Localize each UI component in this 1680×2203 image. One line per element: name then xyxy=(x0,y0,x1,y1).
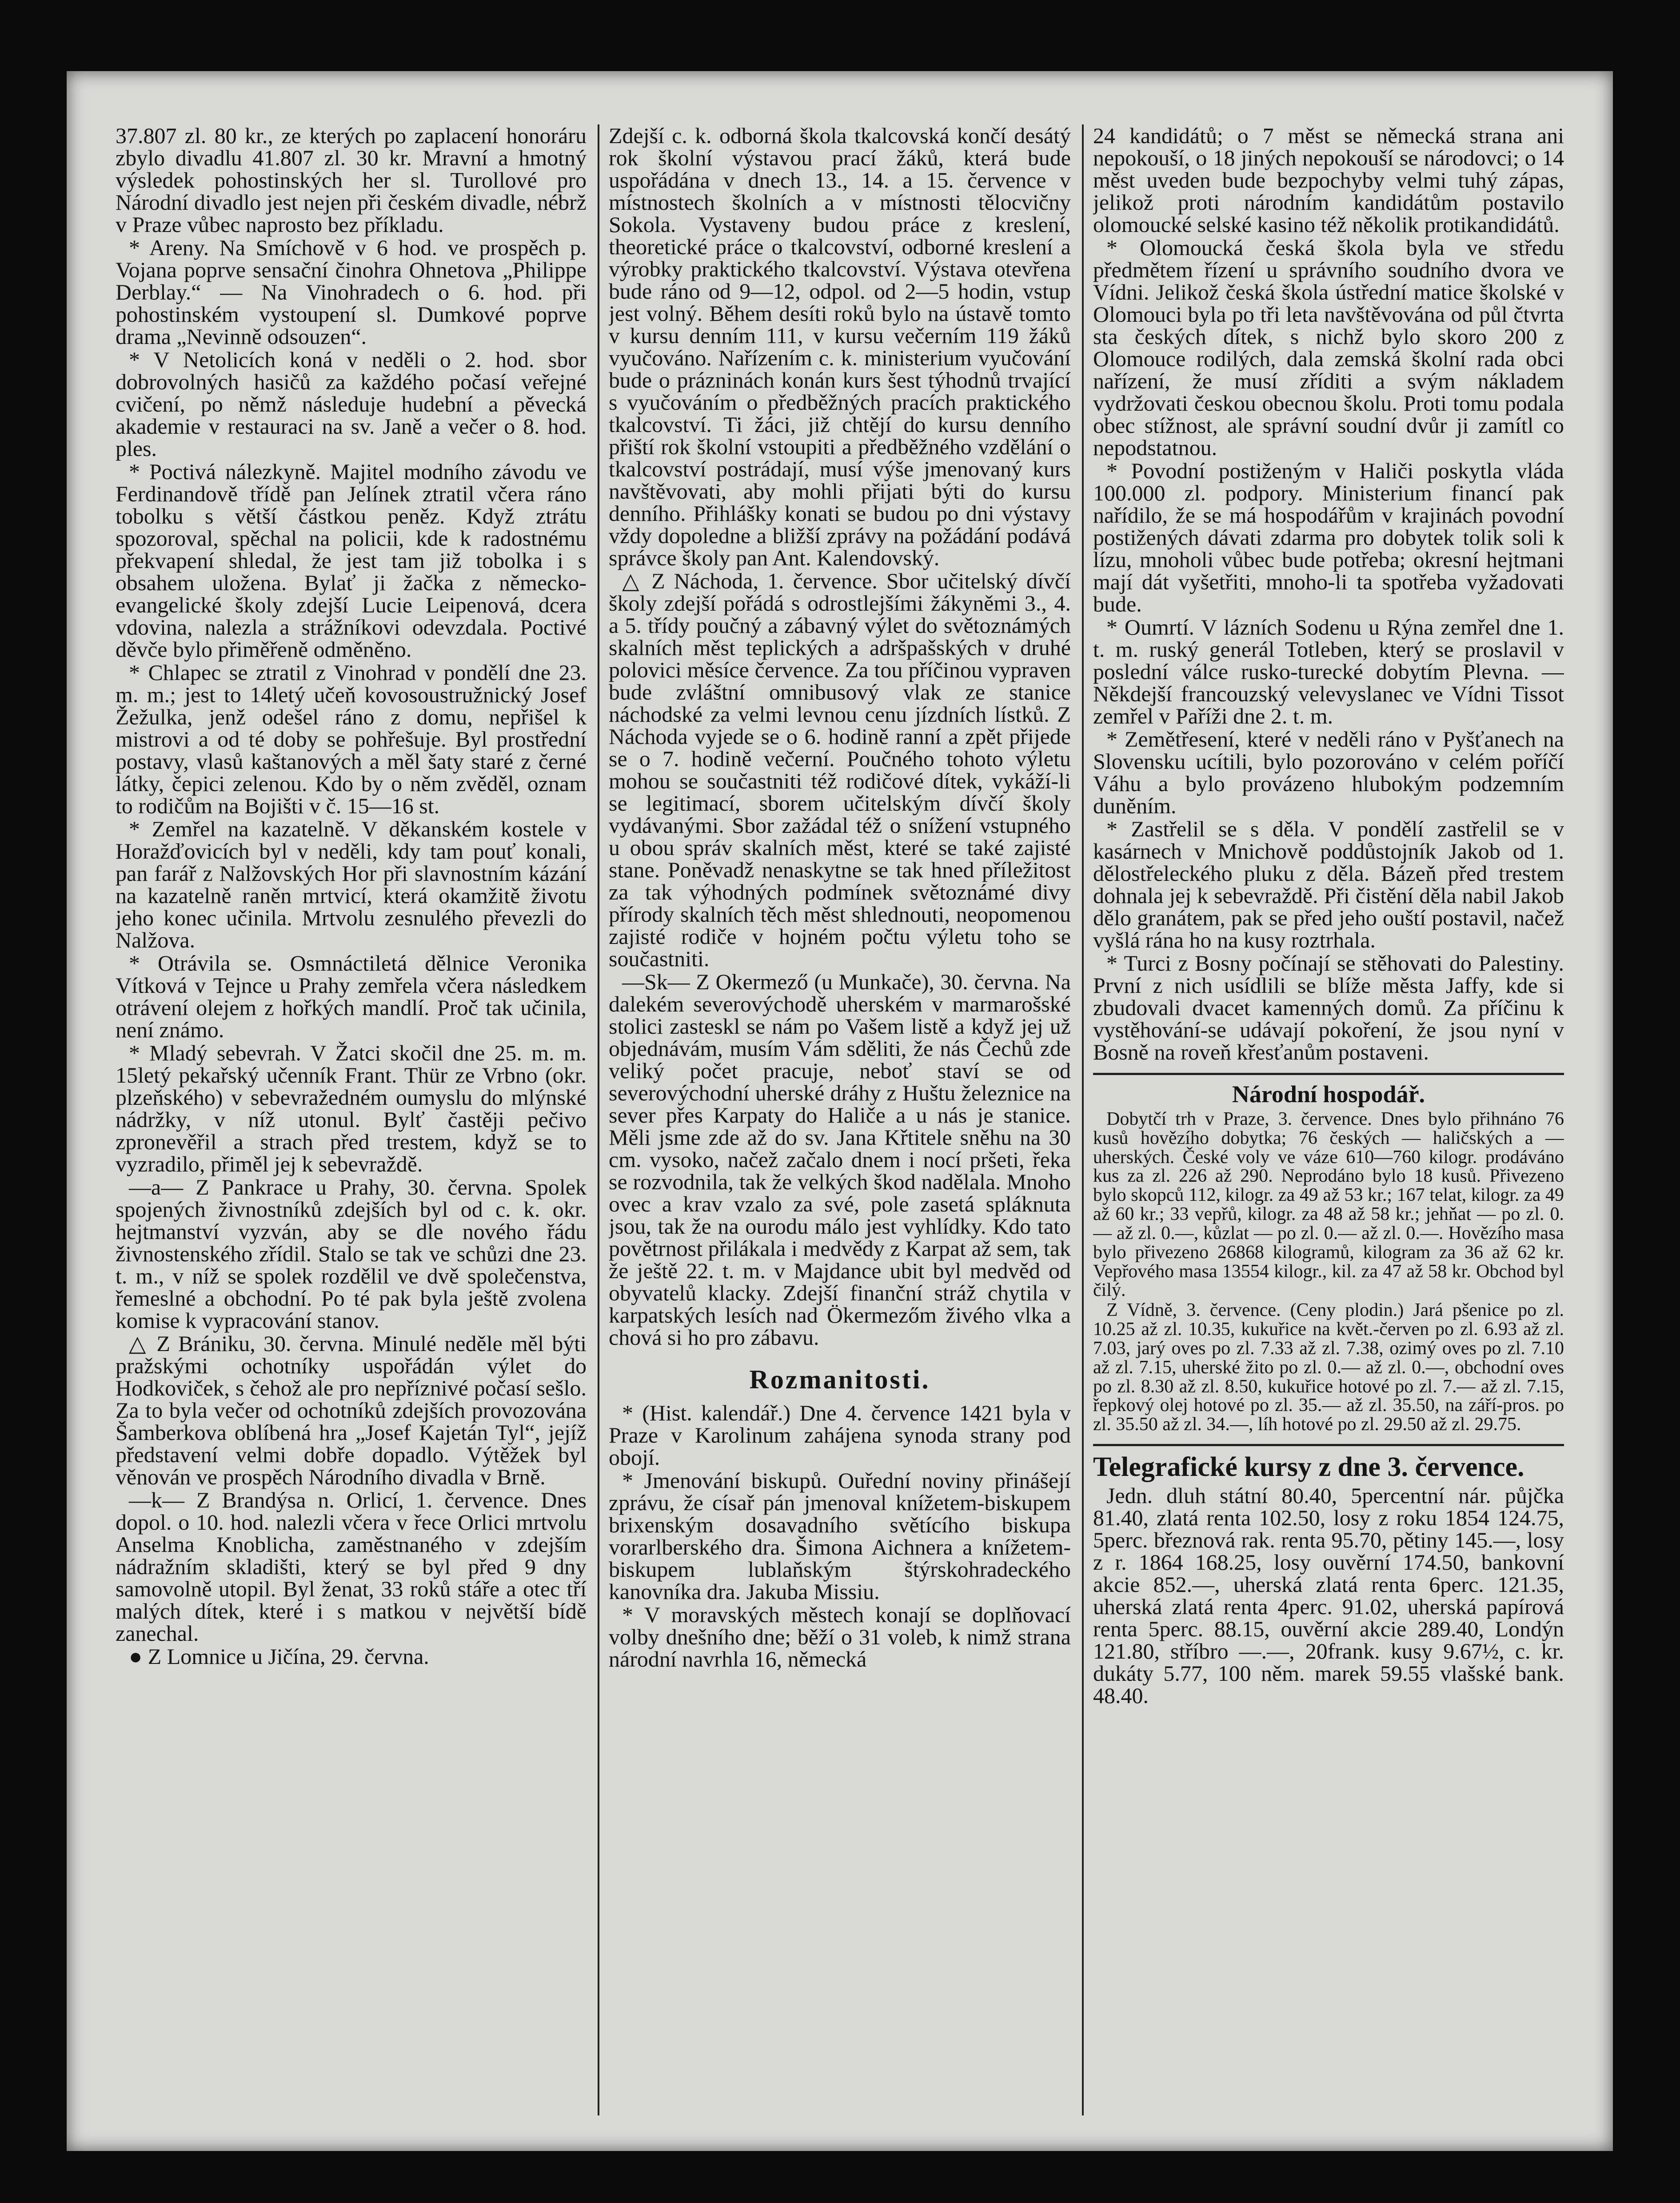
article: △ Z Náchoda, 1. července. Sbor učitelský dívčí školy zdejší pořádá s odrostlejšími žákyněmi 3., 4. a 5. třídy poučný a zábavný výlet do světoznámých skalních měst teplických a adršpašských v druhé polovici měsíce července. Za tou příčinou vypraven bude zvláštní omnibusový vlak ze stanice náchodské za velmi levnou cenu jízdních lístků. Z Náchoda vyjede se o 6. hodině ranní a zpět přijede se o 7. hodině večerní. Poučného tohoto výletu mohou se součastniti též rodičové dítek, vykáží-li se legitimací, sborem učitelským dívčí školy vydávanými. Sbor zažádal též o snížení vstupného u obou správ skalních měst, které se také zajisté stane. Poněvadž nenaskytne se tak hned příležitost za tak výhodných podmínek světoznámé divy přírody skalních těch měst shlednouti, neopomenou zajisté rodiče v hojném počtu výletu toho se součastniti. xyxy=(609,568,1071,971)
market-report: Z Vídně, 3. července. (Ceny plodin.) Jará pšenice po zl. 10.25 až zl. 10.35, kukuřice na květ.-červen po zl. 6.93 až zl. 7.03, jarý oves po zl. 7.33 až zl. 7.38, ozimý oves po zl. 7.10 až zl. 7.15, uherské žito po zl. 0.— až zl. 0.—, obchodní oves po zl. 8.30 až zl. 8.50, kukuřice hotové po zl. 7.— až zl. 7.15, řepkový olej hotové po zl. 35.— až zl. 35.50, na září-pros. po zl. 35.50 až zl. 34.—, líh hotové po zl. 29.50 až zl. 29.75. xyxy=(1093,1300,1564,1435)
article: * Jmenování biskupů. Ouřední noviny přinášejí zprávu, že císař pán jmenoval knížetem-biskupem brixenským dosavadního světícího biskupa vorarlberského dra. Šimona Aichnera a knížetem-biskupem lublaňským štýrskohradeckého kanovníka dra. Jakuba Missiu. xyxy=(609,1468,1071,1604)
article: 37.807 zl. 80 kr., ze kterých po zaplacení honoráru zbylo divadlu 41.807 zl. 30 kr. Mravní a hmotný výsledek pohostinských her sl. Turollové pro Národní divadlo jest nejen při českém divadle, nébrž v Praze vůbec naprosto bez příkladu. xyxy=(116,124,587,237)
article: * Zemřel na kazatelně. V děkanském kostele v Horažďovicích byl v neděli, kdy tam pouť konali, pan farář z Nalžovských Hor při slavnostním kázání na kazatelně raněn mrtvicí, která okamžitě životu jeho konec učinila. Mrtvolu zesnulého převezli do Nalžova. xyxy=(116,816,587,952)
article: * V Netolicích koná v neděli o 2. hod. sbor dobrovolných hasičů za každého počasí veřejné cvičení, po němž následuje hudební a pěvecká akademie v restauraci na sv. Janě a večer o 8. hod. ples. xyxy=(116,347,587,461)
article: —k— Z Brandýsa n. Orlicí, 1. července. Dnes dopol. o 10. hod. nalezli včera v řece Orlici mrtvolu Anselma Knoblicha, zaměstnaného v zdejším nádražním skladišti, který se byl před 9 dny samovolně utopil. Byl ženat, 33 roků stáře a otec tří malých dítek, které i s matkou v největší bídě zanechal. xyxy=(116,1487,587,1646)
column-divider-1 xyxy=(598,124,599,2115)
article: * Povodní postiženým v Haliči poskytla vláda 100.000 zl. podpory. Ministerium financí pak nařídilo, že se má hospodářům v krajinách povodní postižených dávati zdarma pro dobytek tolik soli k lízu, mnoholi vůbec bude potřeba; okresní hejtmani mají dát vyšetřiti, mnoho-li ta spotřeba vyžadovati bude. xyxy=(1093,458,1564,616)
article: * Oumrtí. V lázních Sodenu u Rýna zemřel dne 1. t. m. ruský generál Totleben, který se proslavil v poslední válce rusko-turecké dobytím Plevna. — Někdejší francouzský velevyslanec ve Vídni Tissot zemřel v Paříži dne 2. t. m. xyxy=(1093,615,1564,728)
column-divider-2 xyxy=(1082,124,1084,2115)
article: * Chlapec se ztratil z Vinohrad v pondělí dne 23. m. m.; jest to 14letý učeň kovosoustružnický Josef Žežulka, jenž odešel ráno z domu, nepřišel k mistrovi a od té doby se pohřešuje. Byl prostřední postavy, vlasů kaštanových a měl šaty staré z černé látky, čepici zelenou. Kdo by o něm zvěděl, oznam to rodičům na Bojišti v č. 15—16 st. xyxy=(116,660,587,818)
article: —a— Z Pankrace u Prahy, 30. června. Spolek spojených živnostníků zdejších byl od c. k. okr. hejtmanství vyzván, aby se dle nového řádu živnostenského zřídil. Stalo se tak ve schůzi dne 23. t. m., v níž se spolek rozdělil ve dvě společenstva, řemeslné a obchodní. Po té pak byla ještě zvolena komise k vypracování stanov. xyxy=(116,1175,587,1333)
article: * Olomoucká česká škola byla ve středu předmětem řízení u správního soudního dvora ve Vídni. Jelikož česká škola ústřední matice školské v Olomouci byla po tři leta navštěvována od půl čtvrta sta českých dítek, s nichž bylo skoro 200 z Olomouce rodilých, dala zemská školní rada obci nařízení, že musí zříditi a svým nákladem vydržovati českou obecnou školu. Proti tomu podala obec stížnost, ale správní soudní dvůr ji zamítl co nepodstatnou. xyxy=(1093,235,1564,460)
article: * Areny. Na Smíchově v 6 hod. ve prospěch p. Vojana poprve sensační činohra Ohnetova „Philippe Derblay.“ — Na Vinohradech o 6. hod. při pohostinském vystoupení sl. Dumkové poprve drama „Nevinně odsouzen“. xyxy=(116,235,587,349)
article: * Poctivá nálezkyně. Majitel modního závodu ve Ferdinandově třídě pan Jelínek ztratil včera ráno tobolku s větší částkou peněz. Když ztrátu spozoroval, spěchal na policii, kde k radostnému překvapení shledal, že jest tam již tobolka i s obsahem uložena. Bylať ji žačka z německo-evangelické školy zdejší Lucie Leipenová, dcera vdovina, nalezla a strážníkovi odevzdala. Poctivé děvče bylo přiměřeně odměněno. xyxy=(116,459,587,662)
article: 24 kandidátů; o 7 měst se německá strana ani nepokouší, o 18 jiných nepokouší se národovci; o 14 měst uveden bude bezpochyby velmi tuhý zápas, jelikož proti národním kandidátům postavilo olomoucké selské kasino též několik protikandidátů. xyxy=(1093,124,1564,237)
article: Zdejší c. k. odborná škola tkalcovská končí desátý rok školní výstavou prací žáků, která bude uspořádána v dnech 13., 14. a 15. července v místnostech školních a v místnosti tělocvičny Sokola. Vystaveny budou práce z kreslení, theoretické práce o tkalcovství, odborné kreslení a výrobky praktického tkalcovství. Výstava otevřena bude ráno od 9—12, odpol. od 2—5 hodin, vstup jest volný. Během desíti roků bylo na ústavě tomto v kursu denním 111, v kursu večerním 119 žáků vyučováno. Nařízením c. k. ministerium vyučování bude o prázninách konán kurs šest týhodnů trvající s vyučováním o předběžných pracích praktického tkalcovství. Ti žáci, již chtějí do kursu denního přiští rok školní vstoupiti a předběžného vzdělání o tkalcovství postrádají, musí výše jmenovaný kurs navštěvovati, aby mohli přijati býti do kursu denního. Přihlášky konati se budou po dni výstavy vždy dopoledne a bližší zprávy na požádání podává správce školy pan Ant. Kalendovský. xyxy=(609,124,1071,570)
article: * Turci z Bosny počínají se stěhovati do Palestiny. První z nich usídlili se blíže města Jaffy, kde si zbudovali dvacet kamenných domů. Za příčinu k vystěhování-se udávají pokoření, že jsou nyní v Bosně na roveň křesťanům postaveni. xyxy=(1093,951,1564,1064)
section-heading: Telegrafické kursy z dne 3. července. xyxy=(1093,1452,1524,1483)
article: * V moravských městech konají se doplňovací volby dnešního dne; běží o 31 voleb, k nimž strana národní navrhla 16, německá xyxy=(609,1602,1071,1671)
exchange-rates: Jedn. dluh státní 80.40, 5percentní nár. půjčka 81.40, zlatá renta 102.50, losy z roku 1854 124.75, 5perc. březnová rak. renta 95.70, pětiny 145.—, losy z r. 1864 168.25, losy ouvěrní 174.50, bankovní akcie 852.—, uherská zlatá renta 6perc. 121.35, uherská zlatá renta 4perc. 91.02, uherská papírová renta 5perc. 88.15, ouvěrní akcie 289.40, Londýn 121.80, stříbro —.—, 20frank. kusy 9.67½, c. kr. dukáty 5.77, 100 něm. marek 59.55 vlašské bank. 48.40. xyxy=(1093,1483,1564,1708)
column-2 xyxy=(609,124,1071,2115)
article: * (Hist. kalendář.) Dne 4. července 1421 byla v Praze v Karolinum zahájena synoda strany pod obojí. xyxy=(609,1400,1071,1470)
section-heading: Rozmanitosti. xyxy=(749,1365,930,1394)
market-report: Dobytčí trh v Praze, 3. července. Dnes bylo přihnáno 76 kusů hovězího dobytka; 76 českých — haličských a — uherských. České voly ve váze 610—760 kilogr. prodáváno kus za zl. 226 až 290. Neprodáno bylo 18 kusů. Přivezeno bylo skopců 112, kilogr. za 49 až 53 kr.; 167 telat, kilogr. za 49 až 60 kr.; 33 vepřů, kilogr. za 48 až 58 kr.; jehňat — po zl. 0.— až zl. 0.—, kůzlat — po zl. 0.— až zl. 0.—. Hovězího masa bylo přivezeno 26868 kilogramů, kilogram za 36 až 62 kr. Vepřového masa 13554 kilogr., kil. za 47 až 58 kr. Obchod byl čilý. xyxy=(1093,1109,1564,1301)
article: * Zemětřesení, které v neděli ráno v Pyšťanech na Slovensku ucítili, bylo pozorováno v celém poříčí Váhu a bylo provázeno hlubokým podzemním duněním. xyxy=(1093,727,1564,818)
article: —Sk— Z Okermező (u Munkače), 30. června. Na dalekém severovýchodě uherském v marmarošské stolici zasteskl se nám po Vašem listě a když jej už objednávám, musím Vám sděliti, že nás Čechů zde veliký počet pracuje, neboť staví se od severovýchodní uherské dráhy z Huštu železnice na sever přes Karpaty do Haliče a u nás je stanice. Měli jsme zde až do sv. Jana Křtitele sněhu na 30 cm. vysoko, načež začalo dnem i nocí pršeti, řeka se rozvodnila, tak že velkých škod nadělala. Mnoho ovec a krav vzalo za své, pole zasetá spláknuta jsou, tak že na ourodu málo jest vyhlídky. Kdo tato povětrnost přilákala i medvědy z Karpat až sem, tak že ještě 22. t. m. v Majdance ubit byl medvěd od obyvatelů klacky. Zdejší finanční stráž chytila v karpatských lesích nad Ökermezőm živého vlka a chová si ho pro zábavu. xyxy=(609,969,1071,1350)
column-1 xyxy=(116,124,587,2115)
newspaper-page xyxy=(116,124,1564,2115)
article: * Zastřelil se s děla. V pondělí zastřelil se v kasárnech v Mnichově poddůstojník Jakob od 1. dělostřeleckého pluku z děla. Bázeň před trestem dohnala jej k sebevraždě. Při čistění děla nabil Jakob dělo granátem, pak se před jeho ouští postavil, načež vyšlá rána ho na kusy roztrhala. xyxy=(1093,816,1564,952)
section-rule xyxy=(1093,1444,1564,1446)
article: * Otrávila se. Osmnáctiletá dělnice Veronika Vítková v Tejnce u Prahy zemřela včera následkem otrávení olejem z hořkých mandlí. Proč tak učinila, není známo. xyxy=(116,951,587,1042)
section-rule xyxy=(1093,1073,1564,1075)
article: * Mladý sebevrah. V Žatci skočil dne 25. m. m. 15letý pekařský učenník Frant. Thür ze Vrbno (okr. plzeňského) v sebevražedném oumyslu do mlýnské nádržky, v níž utonul. Bylť častěji pečivo zpronevěřil a strach před trestem, když se to vyzradilo, přiměl jej k sebevraždě. xyxy=(116,1040,587,1176)
article: ● Z Lomnice u Jičína, 29. června. xyxy=(129,1644,429,1669)
column-3 xyxy=(1093,124,1564,2115)
section-heading: Národní hospodář. xyxy=(1232,1081,1425,1107)
article: △ Z Brániku, 30. června. Minulé neděle měl býti pražskými ochotníky uspořádán výlet do Hodkoviček, s čehož ale pro nepříznivé počasí sešlo. Za to byla večer od ochotníků zdejších provozována Šamberkova oblíbená hra „Josef Kajetán Tyl“, jejíž představení velmi dobře dopadlo. Výtěžek byl věnován ve prospěch Národního divadla v Brně. xyxy=(116,1331,587,1489)
newspaper-sheet xyxy=(67,71,1613,2151)
